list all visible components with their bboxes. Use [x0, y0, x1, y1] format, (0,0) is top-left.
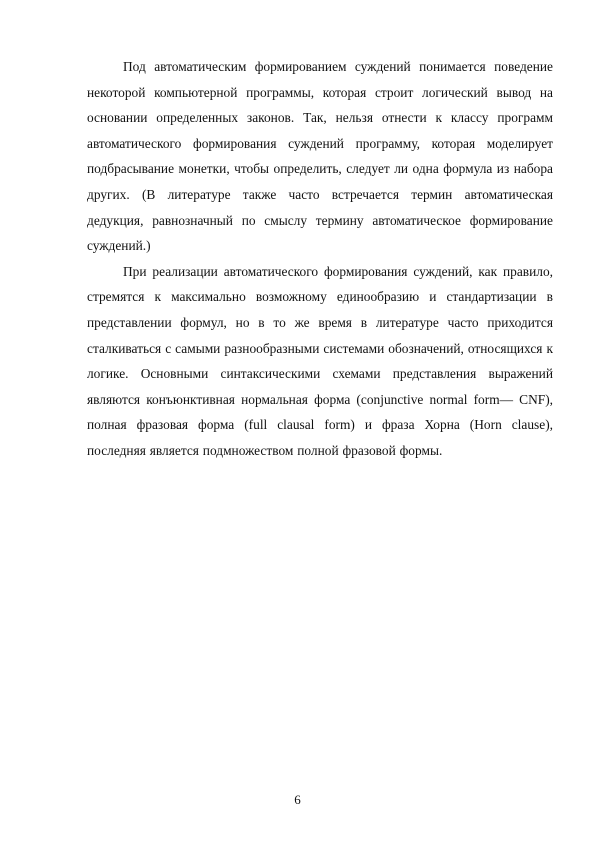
body-text [87, 54, 553, 464]
paragraph-1: Под автоматическим формированием суждений понимается поведение некоторой компьютерной программы, которая строит логический вывод на основании определенных законов. Так, нельзя отнести к классу программ автоматического формирования суждений программу, которая моделирует подбрасывание монетки, чтобы определить, следует ли одна формула из набора других. (В литературе также часто встречается термин автоматическая дедукция, равнозначный по смыслу термину автоматическое формирование суждений.) [87, 59, 553, 254]
paragraph-2: При реализации автоматического формирования суждений, как правило, стремятся к максимально возможному единообразию и стандартизации в представлении формул, но в то же время в литературе часто приходится сталкиваться с самыми разнообразными системами обозначений, относящихся к логике. Основными синтаксическими схемами представления выражений являются конъюнктивная нормальная форма (conjunctive normal form— CNF), полная фразовая форма (full clausal form) и фраза Хорна (Horn clause), последняя является подмножеством полной фразовой формы. [87, 263, 553, 458]
page-number: 6 [294, 792, 301, 807]
